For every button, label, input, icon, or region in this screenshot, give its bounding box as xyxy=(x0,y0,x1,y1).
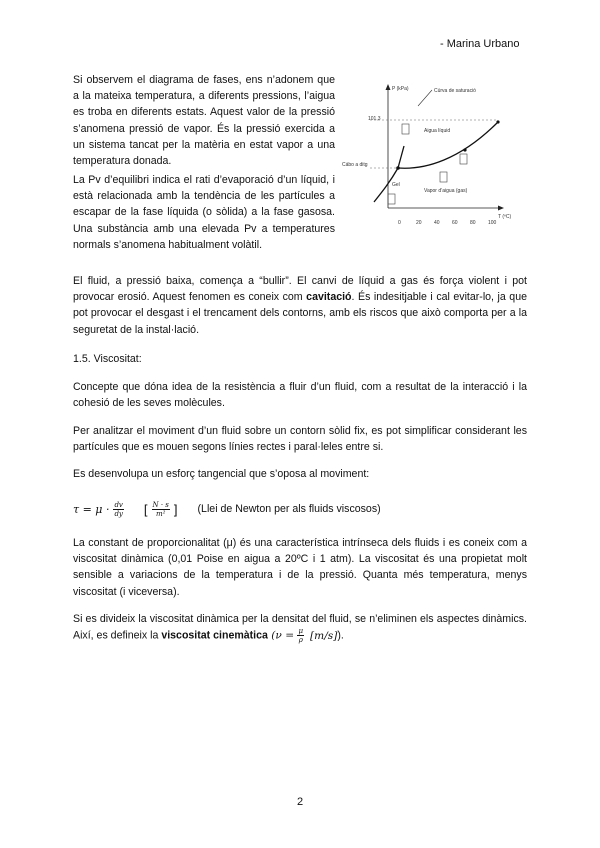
vapor-box-icon xyxy=(460,154,467,164)
newton-formula xyxy=(73,496,527,522)
unit-bracket-close: ] xyxy=(173,501,178,517)
kinematic-formula-lhs: (ν = xyxy=(267,629,298,642)
pressure-label-101: 101,3 xyxy=(368,116,381,122)
x-axis-label: T (ºC) xyxy=(498,214,512,220)
solid-region-label: Gel xyxy=(392,182,400,188)
paragraph-phase-diagram: Si observem el diagrama de fases, ens n’adonem que a la mateixa temperatura, a diferents pressions, l’aigua es troba en diferents estats. Aquest valor de la pressió s’anomena pressió de vapor. És la pressió exercida a un sistema tancat per la matèria en estat vapor a una temperatura donada. xyxy=(73,74,335,168)
kinematic-denominator: ρ xyxy=(298,636,303,645)
formula-numerator: dv xyxy=(114,500,123,509)
paragraph-kinematic-viscosity xyxy=(73,611,527,644)
mixed-box-icon xyxy=(440,172,447,182)
unit-denominator: m² xyxy=(155,509,166,518)
saturation-curve-label: Cúrva de saturació xyxy=(434,88,476,94)
paragraph-flow-model: Per analitzar el moviment d’un fluid sobre un contorn sòlid fix, es pot simplificar considerant les partícules que es mouen segons línies rectes i paral·leles entre si. xyxy=(73,425,527,454)
section-title-viscosity: 1.5. Viscositat: xyxy=(73,353,142,365)
y-axis-arrow-icon xyxy=(386,84,391,90)
phase-diagram-figure xyxy=(340,78,515,236)
critical-point xyxy=(496,120,499,123)
formula-note: (Llei de Newton per als fluids viscosos) xyxy=(197,503,381,515)
kinematic-numerator: μ xyxy=(298,627,304,636)
cavitation-term: cavitació xyxy=(306,291,352,304)
state-point xyxy=(463,148,466,151)
formula-unit xyxy=(152,501,170,518)
unit-numerator: N · s xyxy=(152,500,169,509)
label-pointer-line xyxy=(418,90,432,106)
cavitation-text-before: El fluid, a pressió baixa, comença a “bullir”. El canvi de líquid a gas és força violent i pot provocar erosió. Aquest fenomen es coneix com xyxy=(73,275,527,304)
x-axis-arrow-icon xyxy=(498,206,504,211)
liquid-region-label: Aigua líquid xyxy=(424,128,451,134)
liquid-box-icon xyxy=(402,124,409,134)
paragraph-tangential-stress: Es desenvolupa un esforç tangencial que s’oposa al moviment: xyxy=(73,468,370,480)
x-tick-0: 0 xyxy=(398,220,401,226)
kinematic-text-before: Si es divideix la viscositat dinàmica per la densitat del fluid, se n’eliminen els aspectes dinàmics. Així, es defineix la xyxy=(73,613,527,642)
cavitation-text-after: . És indesitjable i cal evitar-lo, ja que pot provocar el desgast i el trencament dels contorns, amb els riscos que això comporta per a la seguretat de la instal·lació. xyxy=(73,291,527,336)
kinematic-term: viscositat cinemàtica xyxy=(161,629,268,642)
x-tick-20: 20 xyxy=(416,220,422,226)
kinematic-text-after: ). xyxy=(337,629,344,642)
paragraph-vapor-pressure: La Pv d’equilibri indica el rati d’evaporació d’un líquid, i està relacionada amb la tendència de les partícules a escapar de la fase líquida (o sòlida) a la fase gasosa. Una substància amb una elevada Pv a temperatures normals s’anomena habitualment volàtil. xyxy=(73,174,335,251)
paragraph-viscosity-concept: Concepte que dóna idea de la resistència a fluir d’un fluid, com a resultat de la interacció i la cohesió de les seves molècules. xyxy=(73,381,527,410)
triple-point xyxy=(396,166,400,170)
x-tick-80: 80 xyxy=(470,220,476,226)
page-header-author: - Marina Urbano xyxy=(440,38,520,50)
formula-fraction xyxy=(113,501,123,518)
solid-box-icon xyxy=(388,194,395,204)
x-tick-40: 40 xyxy=(434,220,440,226)
x-tick-60: 60 xyxy=(452,220,458,226)
kinematic-unit: [m/s] xyxy=(310,629,338,642)
formula-denominator: dy xyxy=(114,509,123,518)
paragraph-cavitation xyxy=(73,273,527,338)
y-axis-label: P (kPa) xyxy=(392,86,409,92)
x-tick-100: 100 xyxy=(488,220,497,226)
fusion-curve xyxy=(398,146,404,168)
unit-bracket-open: [ xyxy=(143,501,148,517)
page-number: 2 xyxy=(296,796,304,808)
kinematic-fraction xyxy=(297,627,304,644)
paragraph-dynamic-viscosity: La constant de proporcionalitat (μ) és una característica intrínseca dels fluids i es coneix com a viscositat dinàmica (0,01 Poise en aigua a 20ºC i 1 atm). La viscositat és una propietat molt sensible a variacions de la temperatura i de la pressió. Quanta més temperatura, menys viscositat (i viceversa). xyxy=(73,537,527,598)
pressure-label-2: Cábo a ditg xyxy=(342,162,368,168)
formula-lhs: τ = μ · xyxy=(73,502,110,516)
vapor-region-label: Vapor d’aigua (gas) xyxy=(424,188,468,194)
